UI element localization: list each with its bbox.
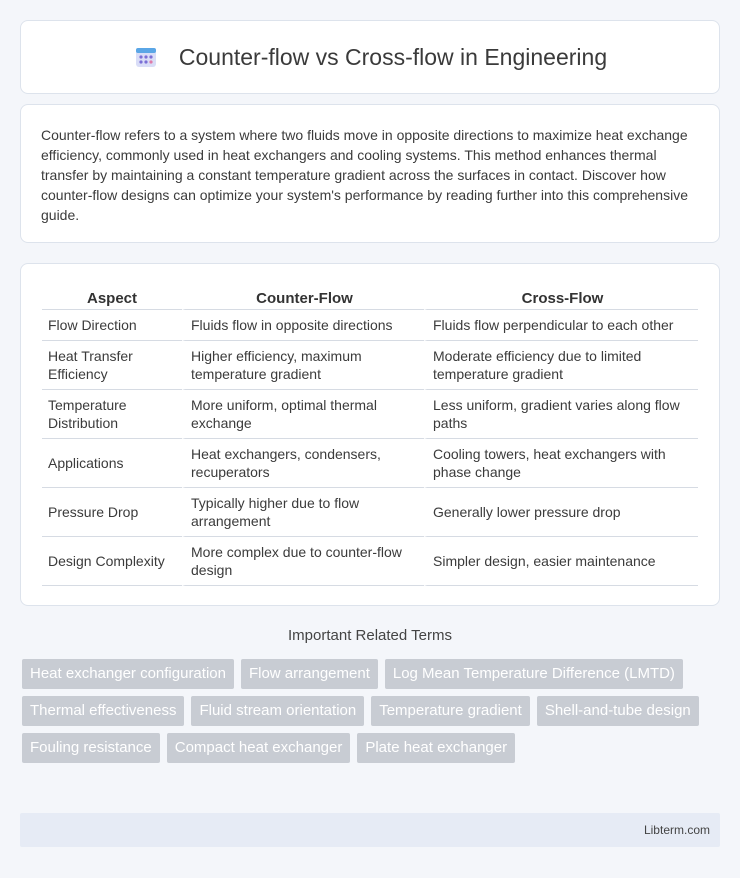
related-terms-heading: Important Related Terms xyxy=(288,627,452,644)
cell-aspect: Temperature Distribution xyxy=(42,390,182,439)
related-term-tag[interactable]: Fouling resistance xyxy=(22,733,160,763)
table-row xyxy=(42,537,698,586)
table-row xyxy=(42,488,698,537)
related-term-tag[interactable]: Log Mean Temperature Difference (LMTD) xyxy=(385,659,683,689)
cell-cross-flow: Fluids flow perpendicular to each other xyxy=(424,310,698,341)
table-row xyxy=(42,341,698,390)
cell-aspect: Flow Direction xyxy=(42,310,182,341)
related-term-tag[interactable]: Plate heat exchanger xyxy=(357,733,515,763)
header-cross-flow: Cross-Flow xyxy=(424,286,698,310)
related-term-tag[interactable]: Thermal effectiveness xyxy=(22,696,184,726)
cell-aspect: Applications xyxy=(42,439,182,488)
cell-cross-flow: Moderate efficiency due to limited temperature gradient xyxy=(424,341,698,390)
related-terms-list xyxy=(22,659,722,770)
comparison-table xyxy=(42,286,698,586)
intro-card xyxy=(20,104,720,243)
calendar-grid-icon xyxy=(133,44,159,70)
footer xyxy=(20,813,720,847)
related-term-tag[interactable]: Fluid stream orientation xyxy=(191,696,364,726)
cell-cross-flow: Cooling towers, heat exchangers with phase change xyxy=(424,439,698,488)
intro-paragraph: Counter-flow refers to a system where two fluids move in opposite directions to maximize heat exchange efficiency, commonly used in heat exchangers and cooling systems. This method enhances thermal transfer by maintaining a constant temperature gradient across the surfaces in contact. Discover how counter-flow designs can optimize your system's performance by reading further into this comprehensive guide. xyxy=(41,127,688,223)
related-term-tag[interactable]: Compact heat exchanger xyxy=(167,733,351,763)
header-aspect: Aspect xyxy=(42,286,182,310)
cell-aspect: Heat Transfer Efficiency xyxy=(42,341,182,390)
table-row xyxy=(42,310,698,341)
cell-cross-flow: Simpler design, easier maintenance xyxy=(424,537,698,586)
table-row xyxy=(42,439,698,488)
footer-site-link[interactable]: Libterm.com xyxy=(643,823,710,837)
related-term-tag[interactable]: Temperature gradient xyxy=(371,696,530,726)
cell-counter-flow: More complex due to counter-flow design xyxy=(182,537,424,586)
table-header-row xyxy=(42,286,698,310)
related-term-tag[interactable]: Flow arrangement xyxy=(241,659,378,689)
related-term-tag[interactable]: Shell-and-tube design xyxy=(537,696,699,726)
cell-counter-flow: Heat exchangers, condensers, recuperators xyxy=(182,439,424,488)
related-term-tag[interactable]: Heat exchanger configuration xyxy=(22,659,234,689)
comparison-table-card xyxy=(20,263,720,606)
cell-cross-flow: Generally lower pressure drop xyxy=(424,488,698,537)
cell-cross-flow: Less uniform, gradient varies along flow paths xyxy=(424,390,698,439)
table-row xyxy=(42,390,698,439)
cell-aspect: Design Complexity xyxy=(42,537,182,586)
page-title: Counter-flow vs Cross-flow in Engineering xyxy=(178,43,608,70)
cell-counter-flow: Higher efficiency, maximum temperature gradient xyxy=(182,341,424,390)
cell-counter-flow: Typically higher due to flow arrangement xyxy=(182,488,424,537)
title-card xyxy=(20,20,720,94)
header-counter-flow: Counter-Flow xyxy=(182,286,424,310)
cell-aspect: Pressure Drop xyxy=(42,488,182,537)
cell-counter-flow: Fluids flow in opposite directions xyxy=(182,310,424,341)
cell-counter-flow: More uniform, optimal thermal exchange xyxy=(182,390,424,439)
